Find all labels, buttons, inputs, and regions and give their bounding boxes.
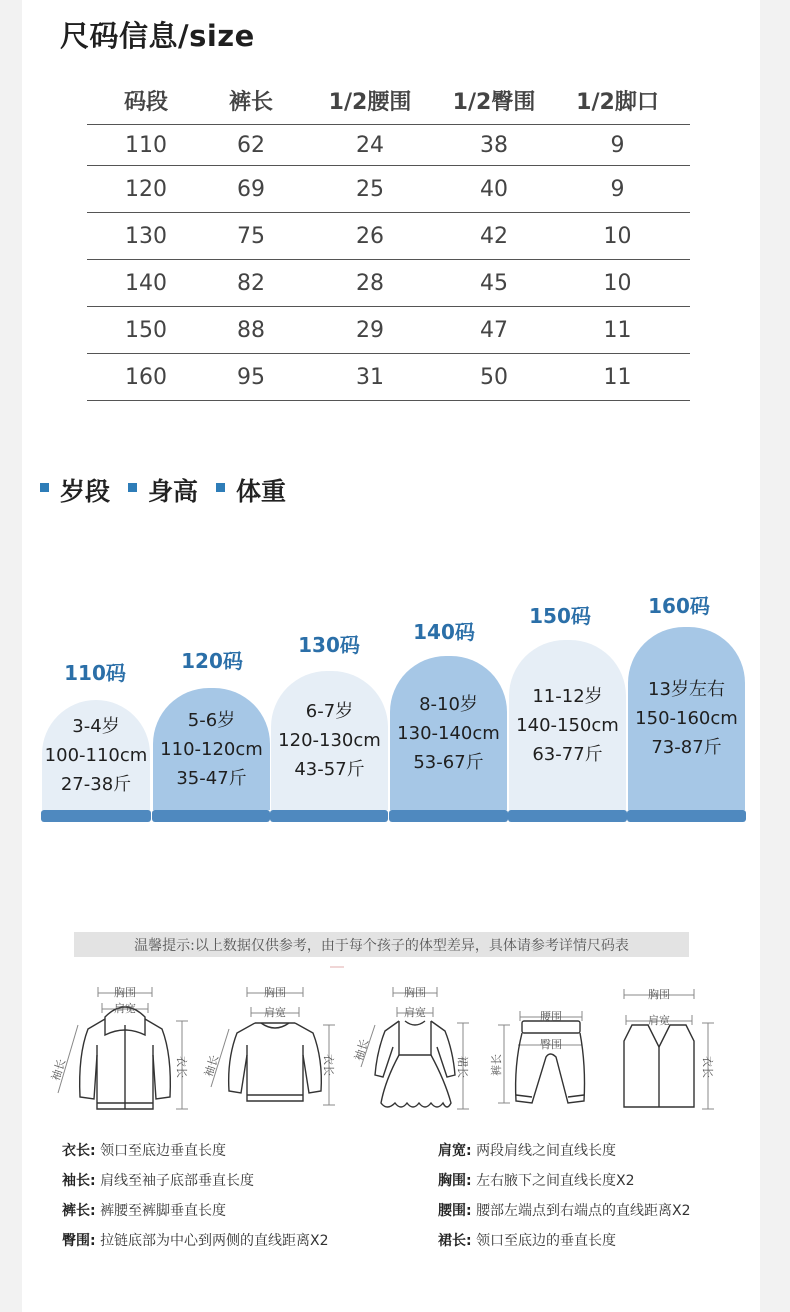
definition-term: 胸围: [438, 1173, 472, 1189]
definition-item [438, 1200, 691, 1220]
age-bar-160 [628, 627, 745, 810]
shoulder-label: 肩宽 [648, 1014, 670, 1027]
page-title: 尺码信息/size [60, 19, 255, 53]
cell-half-leg-opening: 10 [545, 213, 690, 260]
vest-diagram [610, 985, 725, 1115]
age-range: 8-10岁 [419, 693, 478, 715]
cell-half-waist: 26 [297, 213, 443, 260]
weight-range: 53-67斤 [413, 751, 484, 773]
bar-base [508, 810, 627, 822]
definition-term: 衣长: [62, 1143, 96, 1159]
cell-half-leg-opening: 10 [545, 260, 690, 307]
definition-desc: 领口至底边的垂直长度 [476, 1233, 617, 1249]
definition-term: 肩宽: [438, 1143, 472, 1159]
decorative-divider [330, 966, 344, 968]
size-label-140: 140码 [413, 620, 475, 644]
age-range: 6-7岁 [305, 701, 354, 722]
age-range: 11-12岁 [532, 685, 603, 707]
square-icon [40, 483, 49, 492]
length-label: 衣长 [701, 1056, 714, 1078]
definition-term: 腰围: [438, 1203, 472, 1219]
size-label-160: 160码 [648, 594, 710, 618]
table-row [87, 213, 690, 260]
definition-item [62, 1230, 329, 1250]
legend-item-age [40, 472, 110, 508]
cell-size: 110 [87, 125, 205, 166]
height-range: 110-120cm [160, 738, 263, 760]
cell-size: 120 [87, 166, 205, 213]
definition-desc: 裤腰至裤脚垂直长度 [100, 1203, 227, 1219]
age-bar-140 [390, 656, 507, 810]
cell-half-hip: 45 [443, 260, 545, 307]
shoulder-label: 肩宽 [114, 1002, 136, 1015]
definition-desc: 腰部左端点到右端点的直线距离X2 [476, 1203, 691, 1219]
size-label-130: 130码 [298, 633, 360, 657]
chest-label: 胸围 [648, 988, 670, 1001]
cell-half-hip: 40 [443, 166, 545, 213]
hip-label: 臀围 [540, 1038, 562, 1051]
cell-half-hip: 42 [443, 213, 545, 260]
cell-pants-length: 82 [205, 260, 297, 307]
cell-half-leg-opening: 9 [545, 166, 690, 213]
jacket-diagram [50, 985, 200, 1115]
square-icon [216, 483, 225, 492]
weight-range: 27-38斤 [60, 773, 132, 795]
cell-half-leg-opening: 11 [545, 307, 690, 354]
definition-desc: 领口至底边垂直长度 [100, 1143, 227, 1159]
table-row [87, 125, 690, 166]
cell-size: 150 [87, 307, 205, 354]
size-label-120: 120码 [181, 649, 243, 673]
length-label: 衣长 [175, 1056, 188, 1078]
cell-pants-length: 62 [205, 125, 297, 166]
cell-half-waist: 29 [297, 307, 443, 354]
definition-term: 臀围: [62, 1233, 96, 1249]
waist-label: 腰围 [540, 1010, 562, 1023]
legend-item-height [128, 472, 198, 508]
legend-label: 身高 [148, 477, 199, 506]
shoulder-label: 肩宽 [264, 1006, 286, 1019]
definition-desc: 左右腋下之间直线长度X2 [476, 1173, 635, 1189]
header-half-leg-opening: 1/2脚口 [576, 89, 659, 115]
weight-range: 35-47斤 [176, 767, 247, 789]
definition-term: 裤长: [62, 1203, 96, 1219]
legend-item-weight [216, 472, 286, 508]
size-table [87, 76, 690, 401]
definition-desc: 拉链底部为中心到两侧的直线距离X2 [100, 1233, 329, 1249]
definition-item [438, 1230, 616, 1250]
definition-item [438, 1170, 635, 1190]
weight-range: 73-87斤 [651, 737, 722, 758]
height-range: 130-140cm [397, 722, 500, 744]
header-half-waist: 1/2腰围 [328, 89, 412, 115]
cell-size: 130 [87, 213, 205, 260]
cell-half-waist: 31 [297, 354, 443, 401]
sleeve-label: 袖长 [352, 1037, 372, 1063]
legend-label: 体重 [236, 477, 287, 506]
age-range: 3-4岁 [72, 715, 120, 737]
cell-half-waist: 28 [297, 260, 443, 307]
height-range: 150-160cm [635, 708, 738, 729]
sweater-diagram [202, 985, 345, 1115]
chest-label: 胸围 [114, 986, 136, 999]
cell-half-hip: 38 [443, 125, 545, 166]
bar-base [627, 810, 746, 822]
cell-pants-length: 69 [205, 166, 297, 213]
definition-item [438, 1140, 616, 1160]
bar-base [41, 810, 151, 822]
sleeve-label: 袖长 [49, 1057, 69, 1083]
bar-base [270, 810, 388, 822]
chest-label: 胸围 [404, 986, 426, 999]
size-label-150: 150码 [529, 604, 591, 628]
definition-term: 裙长: [438, 1233, 472, 1249]
definition-item [62, 1140, 226, 1160]
chest-label: 胸围 [264, 986, 286, 999]
table-header-row [87, 76, 690, 125]
definition-item [62, 1170, 254, 1190]
cell-half-hip: 47 [443, 307, 545, 354]
definition-desc: 肩线至袖子底部垂直长度 [100, 1173, 255, 1189]
pants-diagram [490, 985, 610, 1115]
cell-size: 140 [87, 260, 205, 307]
cell-pants-length: 95 [205, 354, 297, 401]
table-row [87, 260, 690, 307]
age-range: 5-6岁 [187, 709, 236, 731]
age-range: 13岁左右 [648, 679, 725, 700]
sleeve-label: 袖长 [202, 1053, 222, 1079]
age-bar-110 [42, 700, 150, 810]
definition-item [62, 1200, 226, 1220]
length-label: 裤长 [490, 1054, 503, 1076]
legend [40, 472, 304, 508]
cell-pants-length: 75 [205, 213, 297, 260]
header-size: 码段 [123, 89, 168, 115]
cell-pants-length: 88 [205, 307, 297, 354]
size-label-110: 110码 [64, 661, 126, 685]
cell-size: 160 [87, 354, 205, 401]
age-bar-130 [271, 671, 388, 810]
table-row [87, 307, 690, 354]
height-range: 100-110cm [44, 744, 148, 766]
age-bar-120 [153, 688, 270, 810]
legend-label: 岁段 [60, 477, 111, 506]
definition-desc: 两段肩线之间直线长度 [476, 1143, 617, 1159]
table-row [87, 354, 690, 401]
length-label: 衣长 [322, 1054, 335, 1076]
height-range: 120-130cm [278, 730, 381, 751]
tip-banner: 温馨提示:以上数据仅供参考，由于每个孩子的体型差异，具体请参考详情尺码表 [74, 932, 689, 957]
cell-half-leg-opening: 9 [545, 125, 690, 166]
header-half-hip: 1/2臀围 [452, 89, 536, 115]
definition-term: 袖长: [62, 1173, 96, 1189]
header-pants-length: 裤长 [228, 89, 273, 115]
weight-range: 63-77斤 [532, 743, 603, 765]
cell-half-waist: 25 [297, 166, 443, 213]
bar-base [389, 810, 508, 822]
weight-range: 43-57斤 [294, 759, 365, 780]
length-label: 裙长 [456, 1056, 469, 1078]
age-bar-150 [509, 640, 626, 810]
bar-base [152, 810, 270, 822]
cell-half-hip: 50 [443, 354, 545, 401]
cell-half-waist: 24 [297, 125, 443, 166]
table-row [87, 166, 690, 213]
shoulder-label: 肩宽 [404, 1006, 426, 1019]
square-icon [128, 483, 137, 492]
height-range: 140-150cm [516, 714, 619, 736]
dress-diagram [352, 985, 480, 1115]
cell-half-leg-opening: 11 [545, 354, 690, 401]
